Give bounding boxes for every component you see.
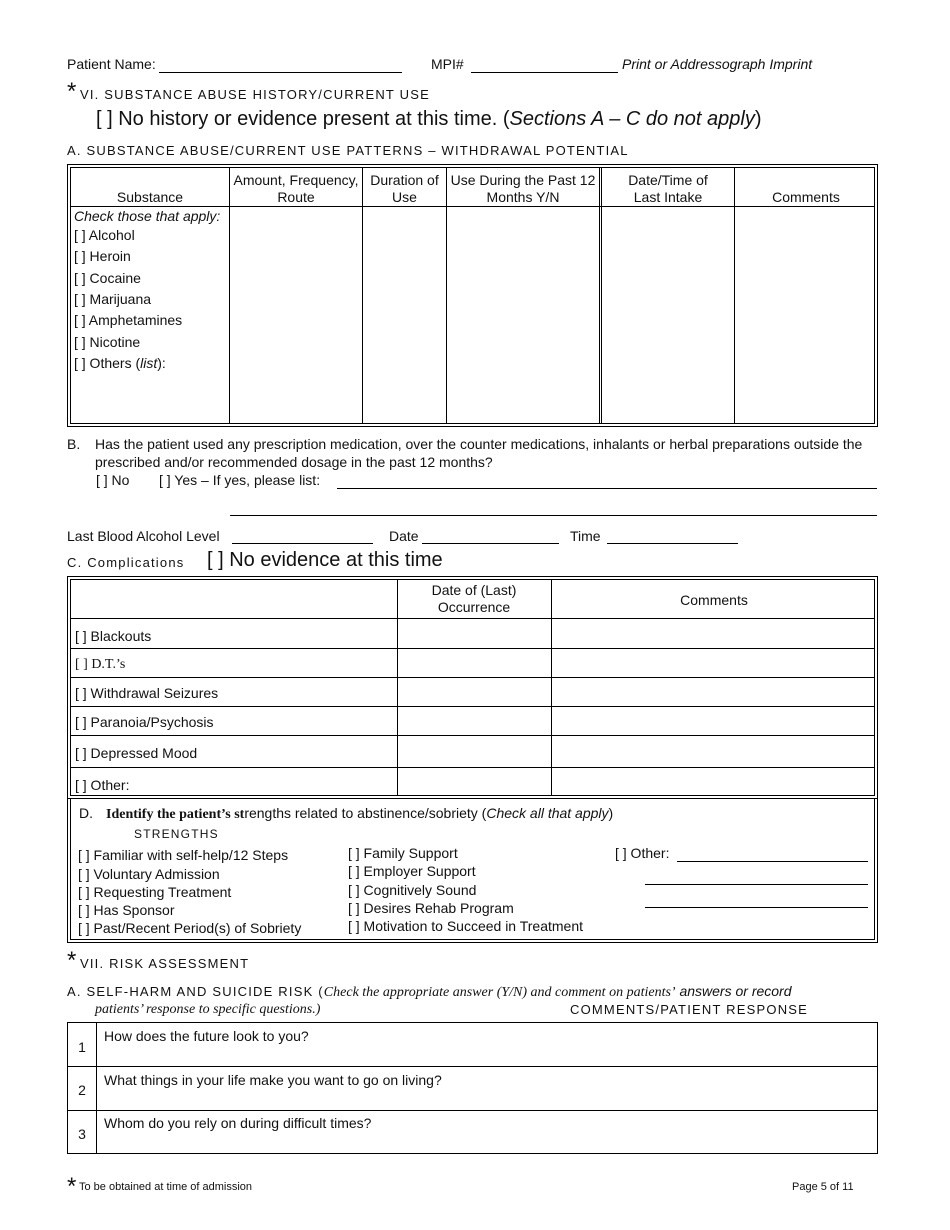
question-text: How does the future look to you? bbox=[104, 1028, 309, 1044]
others-italic: list bbox=[140, 355, 158, 371]
substance-others[interactable] bbox=[74, 355, 166, 371]
section-vii-a-title bbox=[67, 983, 792, 1001]
date-label: Date bbox=[389, 528, 419, 544]
risk-questions-table bbox=[67, 1022, 878, 1154]
blood-alcohol-label: Last Blood Alcohol Level bbox=[67, 528, 220, 544]
strength-rehab[interactable]: [ ] Desires Rehab Program bbox=[348, 900, 514, 916]
question-number: 1 bbox=[78, 1039, 86, 1055]
section-a-title: A. SUBSTANCE ABUSE/CURRENT USE PATTERNS – WITHDRAWAL POTENTIAL bbox=[67, 143, 629, 158]
question-number: 3 bbox=[78, 1126, 86, 1142]
check-apply-label: Check those that apply: bbox=[74, 208, 221, 224]
vii-a-line2: patients’ response to specific questions.) bbox=[95, 1002, 321, 1017]
other-field-2[interactable] bbox=[645, 884, 868, 885]
complication-withdrawal-seizures[interactable]: [ ] Withdrawal Seizures bbox=[75, 685, 219, 701]
d-title-italic: Check all that apply bbox=[486, 805, 609, 821]
section-b-label: B. bbox=[67, 436, 81, 452]
no-history-close: ) bbox=[754, 108, 762, 130]
d-title-rest: rengths related to abstinence/sobriety ( bbox=[244, 805, 487, 821]
complications-table bbox=[67, 576, 878, 799]
no-history-text: [ ] No history or evidence present at this time. ( bbox=[96, 108, 510, 130]
strengths-box bbox=[67, 798, 878, 943]
substance-nicotine[interactable]: [ ] Nicotine bbox=[74, 334, 141, 350]
section-b-question-line2: prescribed and/or recommended dosage in the past 12 months? bbox=[95, 454, 493, 470]
substance-marijuana[interactable]: [ ] Marijuana bbox=[74, 291, 152, 307]
strength-family[interactable]: [ ] Family Support bbox=[348, 845, 458, 861]
header-past-12-months: Use During the Past 12 Months Y/N bbox=[450, 172, 596, 205]
no-history-italic: Sections A – C do not apply bbox=[509, 108, 755, 130]
strength-voluntary[interactable]: [ ] Voluntary Admission bbox=[78, 866, 220, 882]
blood-alcohol-field[interactable] bbox=[232, 543, 373, 544]
question-text: What things in your life make you want to go on living? bbox=[104, 1072, 442, 1088]
other-field-3[interactable] bbox=[645, 907, 868, 908]
header-last-occurrence: Date of (Last) Occurrence bbox=[431, 582, 517, 615]
section-d-title bbox=[106, 805, 613, 823]
no-history-option[interactable] bbox=[96, 108, 762, 131]
strength-self-help[interactable]: [ ] Familiar with self-help/12 Steps bbox=[78, 847, 289, 863]
required-star-vii: * bbox=[67, 947, 77, 974]
section-vii-title: VII. RISK ASSESSMENT bbox=[80, 956, 250, 971]
substance-use-table bbox=[67, 164, 878, 427]
c-no-evidence-option[interactable]: [ ] No evidence at this time bbox=[207, 549, 443, 571]
substance-cocaine[interactable]: [ ] Cocaine bbox=[74, 270, 141, 286]
page-number: Page 5 of 11 bbox=[792, 1181, 854, 1193]
vii-a-caps: A. SELF-HARM AND SUICIDE RISK ( bbox=[67, 984, 324, 999]
required-star: * bbox=[67, 78, 77, 105]
vii-a-italic-tail: answers or record bbox=[675, 983, 792, 999]
b-list-field-2[interactable] bbox=[230, 515, 877, 516]
b-yes-option[interactable]: [ ] Yes – If yes, please list: bbox=[159, 472, 321, 488]
substance-heroin[interactable]: [ ] Heroin bbox=[74, 248, 131, 264]
time-field[interactable] bbox=[607, 543, 738, 544]
header-amount: Amount, Frequency, Route bbox=[233, 172, 359, 205]
b-list-field[interactable] bbox=[337, 488, 877, 489]
complication-depressed-mood[interactable]: [ ] Depressed Mood bbox=[75, 745, 198, 761]
header-substance: Substance bbox=[116, 189, 184, 205]
header-c-comments: Comments bbox=[680, 592, 748, 608]
section-d-label: D. bbox=[79, 805, 93, 821]
d-title-close: ) bbox=[608, 805, 614, 821]
complication-dts[interactable]: [ ] D.T.’s bbox=[75, 657, 126, 672]
footer-star: * bbox=[67, 1173, 77, 1200]
substance-amphetamines[interactable]: [ ] Amphetamines bbox=[74, 312, 183, 328]
mpi-field[interactable] bbox=[471, 72, 618, 73]
date-field[interactable] bbox=[422, 543, 559, 544]
header-duration: Duration of Use bbox=[370, 172, 439, 205]
question-number: 2 bbox=[78, 1082, 86, 1098]
section-c-label: C. Complications bbox=[67, 555, 185, 570]
complication-blackouts[interactable]: [ ] Blackouts bbox=[75, 628, 152, 644]
strength-employer[interactable]: [ ] Employer Support bbox=[348, 863, 476, 879]
strength-cognitive[interactable]: [ ] Cognitively Sound bbox=[348, 882, 477, 898]
footer-note: To be obtained at time of admission bbox=[79, 1181, 253, 1193]
d-title-bold: Identify the patient’s st bbox=[106, 807, 245, 822]
imprint-label: Print or Addressograph Imprint bbox=[622, 56, 813, 72]
vii-a-italic: Check the appropriate answer (Y/N) and comment on patients’ bbox=[323, 985, 676, 1000]
b-no-option[interactable]: [ ] No bbox=[96, 472, 130, 488]
header-comments: Comments bbox=[772, 189, 840, 205]
strengths-label: STRENGTHS bbox=[134, 827, 219, 841]
patient-name-label: Patient Name: bbox=[67, 56, 156, 72]
strength-sponsor[interactable]: [ ] Has Sponsor bbox=[78, 902, 175, 918]
others-prefix: [ ] Others ( bbox=[74, 355, 141, 371]
header-last-intake: Date/Time of Last Intake bbox=[628, 172, 708, 205]
strength-requesting[interactable]: [ ] Requesting Treatment bbox=[78, 884, 232, 900]
complication-paranoia[interactable]: [ ] Paranoia/Psychosis bbox=[75, 714, 214, 730]
patient-name-field[interactable] bbox=[159, 72, 402, 73]
section-b-question: Has the patient used any prescription medication, over the counter medications, inhalants or herbal preparations outside the bbox=[95, 436, 863, 452]
others-suffix: ): bbox=[157, 355, 166, 371]
comments-response-header: COMMENTS/PATIENT RESPONSE bbox=[570, 1002, 809, 1017]
section-vi-title: VI. SUBSTANCE ABUSE HISTORY/CURRENT USE bbox=[80, 87, 430, 102]
mpi-label: MPI# bbox=[431, 56, 464, 72]
substance-alcohol[interactable]: [ ] Alcohol bbox=[74, 227, 135, 243]
strength-other[interactable]: [ ] Other: bbox=[615, 845, 670, 861]
question-text: Whom do you rely on during difficult times? bbox=[104, 1115, 372, 1131]
other-field-1[interactable] bbox=[677, 861, 868, 862]
complication-other[interactable]: [ ] Other: bbox=[75, 777, 130, 793]
time-label: Time bbox=[570, 528, 601, 544]
strength-motivation[interactable]: [ ] Motivation to Succeed in Treatment bbox=[348, 918, 584, 934]
strength-sobriety[interactable]: [ ] Past/Recent Period(s) of Sobriety bbox=[78, 920, 302, 936]
